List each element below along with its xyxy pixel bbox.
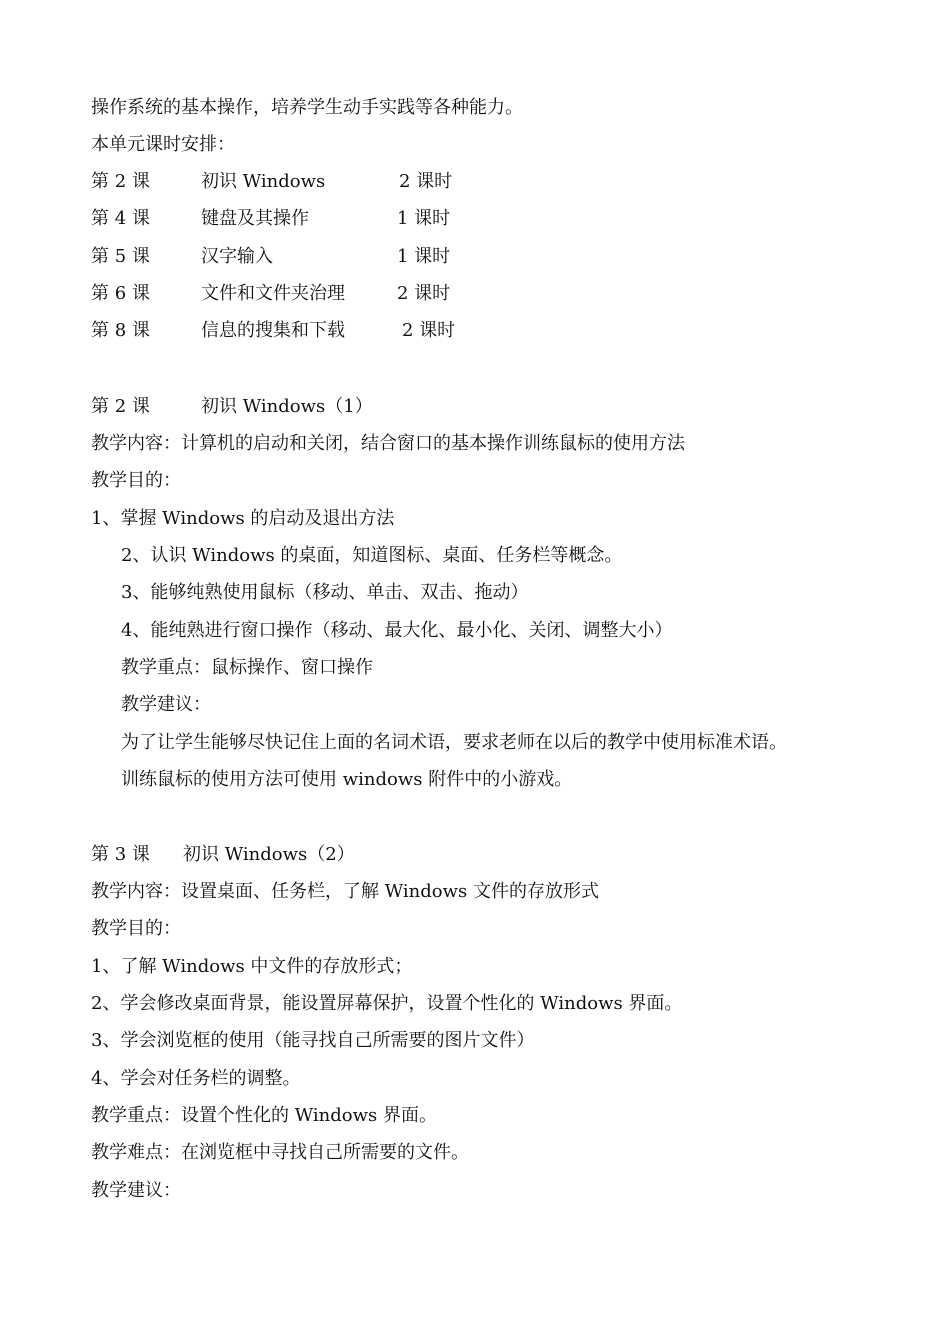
lesson-title: 初识 Windows（2）	[183, 844, 355, 865]
lesson-content: 教学内容：设置桌面、任务栏，了解 Windows 文件的存放形式	[91, 881, 599, 902]
schedule-title: 文件和文件夹治理	[201, 283, 345, 304]
goals-heading: 教学目的：	[91, 918, 181, 939]
schedule-hours: 1 课时	[397, 246, 451, 267]
goal-item: 3、能够纯熟使用鼠标（移动、单击、双击、拖动）	[121, 582, 529, 603]
schedule-lesson: 第 8 课	[91, 320, 150, 341]
goal-item: 1、掌握 Windows 的启动及退出方法	[91, 508, 395, 529]
schedule-lesson: 第 5 课	[91, 246, 150, 267]
advice-item: 为了让学生能够尽快记住上面的名词术语，要求老师在以后的教学中使用标准术语。	[121, 732, 787, 753]
teaching-focus: 教学重点：设置个性化的 Windows 界面。	[91, 1105, 437, 1126]
lesson-title: 初识 Windows（1）	[201, 396, 373, 417]
schedule-heading: 本单元课时安排：	[91, 134, 235, 155]
goal-item: 1、了解 Windows 中文件的存放形式；	[91, 956, 413, 977]
goals-heading: 教学目的：	[91, 470, 181, 491]
advice-heading: 教学建议：	[121, 694, 211, 715]
schedule-lesson: 第 4 课	[91, 208, 150, 229]
schedule-title: 信息的搜集和下载	[201, 320, 345, 341]
schedule-lesson: 第 6 课	[91, 283, 150, 304]
schedule-title: 汉字输入	[201, 246, 273, 267]
schedule-hours: 2 课时	[399, 171, 453, 192]
goal-item: 3、学会浏览框的使用（能寻找自己所需要的图片文件）	[91, 1030, 535, 1051]
goal-item: 4、学会对任务栏的调整。	[91, 1068, 301, 1089]
schedule-hours: 2 课时	[402, 320, 456, 341]
intro-line: 操作系统的基本操作，培养学生动手实践等各种能力。	[91, 97, 523, 118]
lesson-number: 第 3 课	[91, 844, 150, 865]
advice-heading: 教学建议：	[91, 1180, 181, 1201]
teaching-difficulty: 教学难点：在浏览框中寻找自己所需要的文件。	[91, 1142, 469, 1163]
goal-item: 4、能纯熟进行窗口操作（移动、最大化、最小化、关闭、调整大小）	[121, 620, 673, 641]
goal-item: 2、认识 Windows 的桌面，知道图标、桌面、任务栏等概念。	[121, 545, 623, 566]
advice-item: 训练鼠标的使用方法可使用 windows 附件中的小游戏。	[121, 769, 573, 790]
schedule-title: 键盘及其操作	[201, 208, 309, 229]
schedule-hours: 2 课时	[397, 283, 451, 304]
schedule-lesson: 第 2 课	[91, 171, 150, 192]
lesson-content: 教学内容：计算机的启动和关闭，结合窗口的基本操作训练鼠标的使用方法	[91, 433, 685, 454]
schedule-hours: 1 课时	[397, 208, 451, 229]
teaching-focus: 教学重点：鼠标操作、窗口操作	[121, 657, 373, 678]
lesson-number: 第 2 课	[91, 396, 150, 417]
schedule-title: 初识 Windows	[201, 171, 326, 192]
goal-item: 2、学会修改桌面背景，能设置屏幕保护，设置个性化的 Windows 界面。	[91, 993, 683, 1014]
